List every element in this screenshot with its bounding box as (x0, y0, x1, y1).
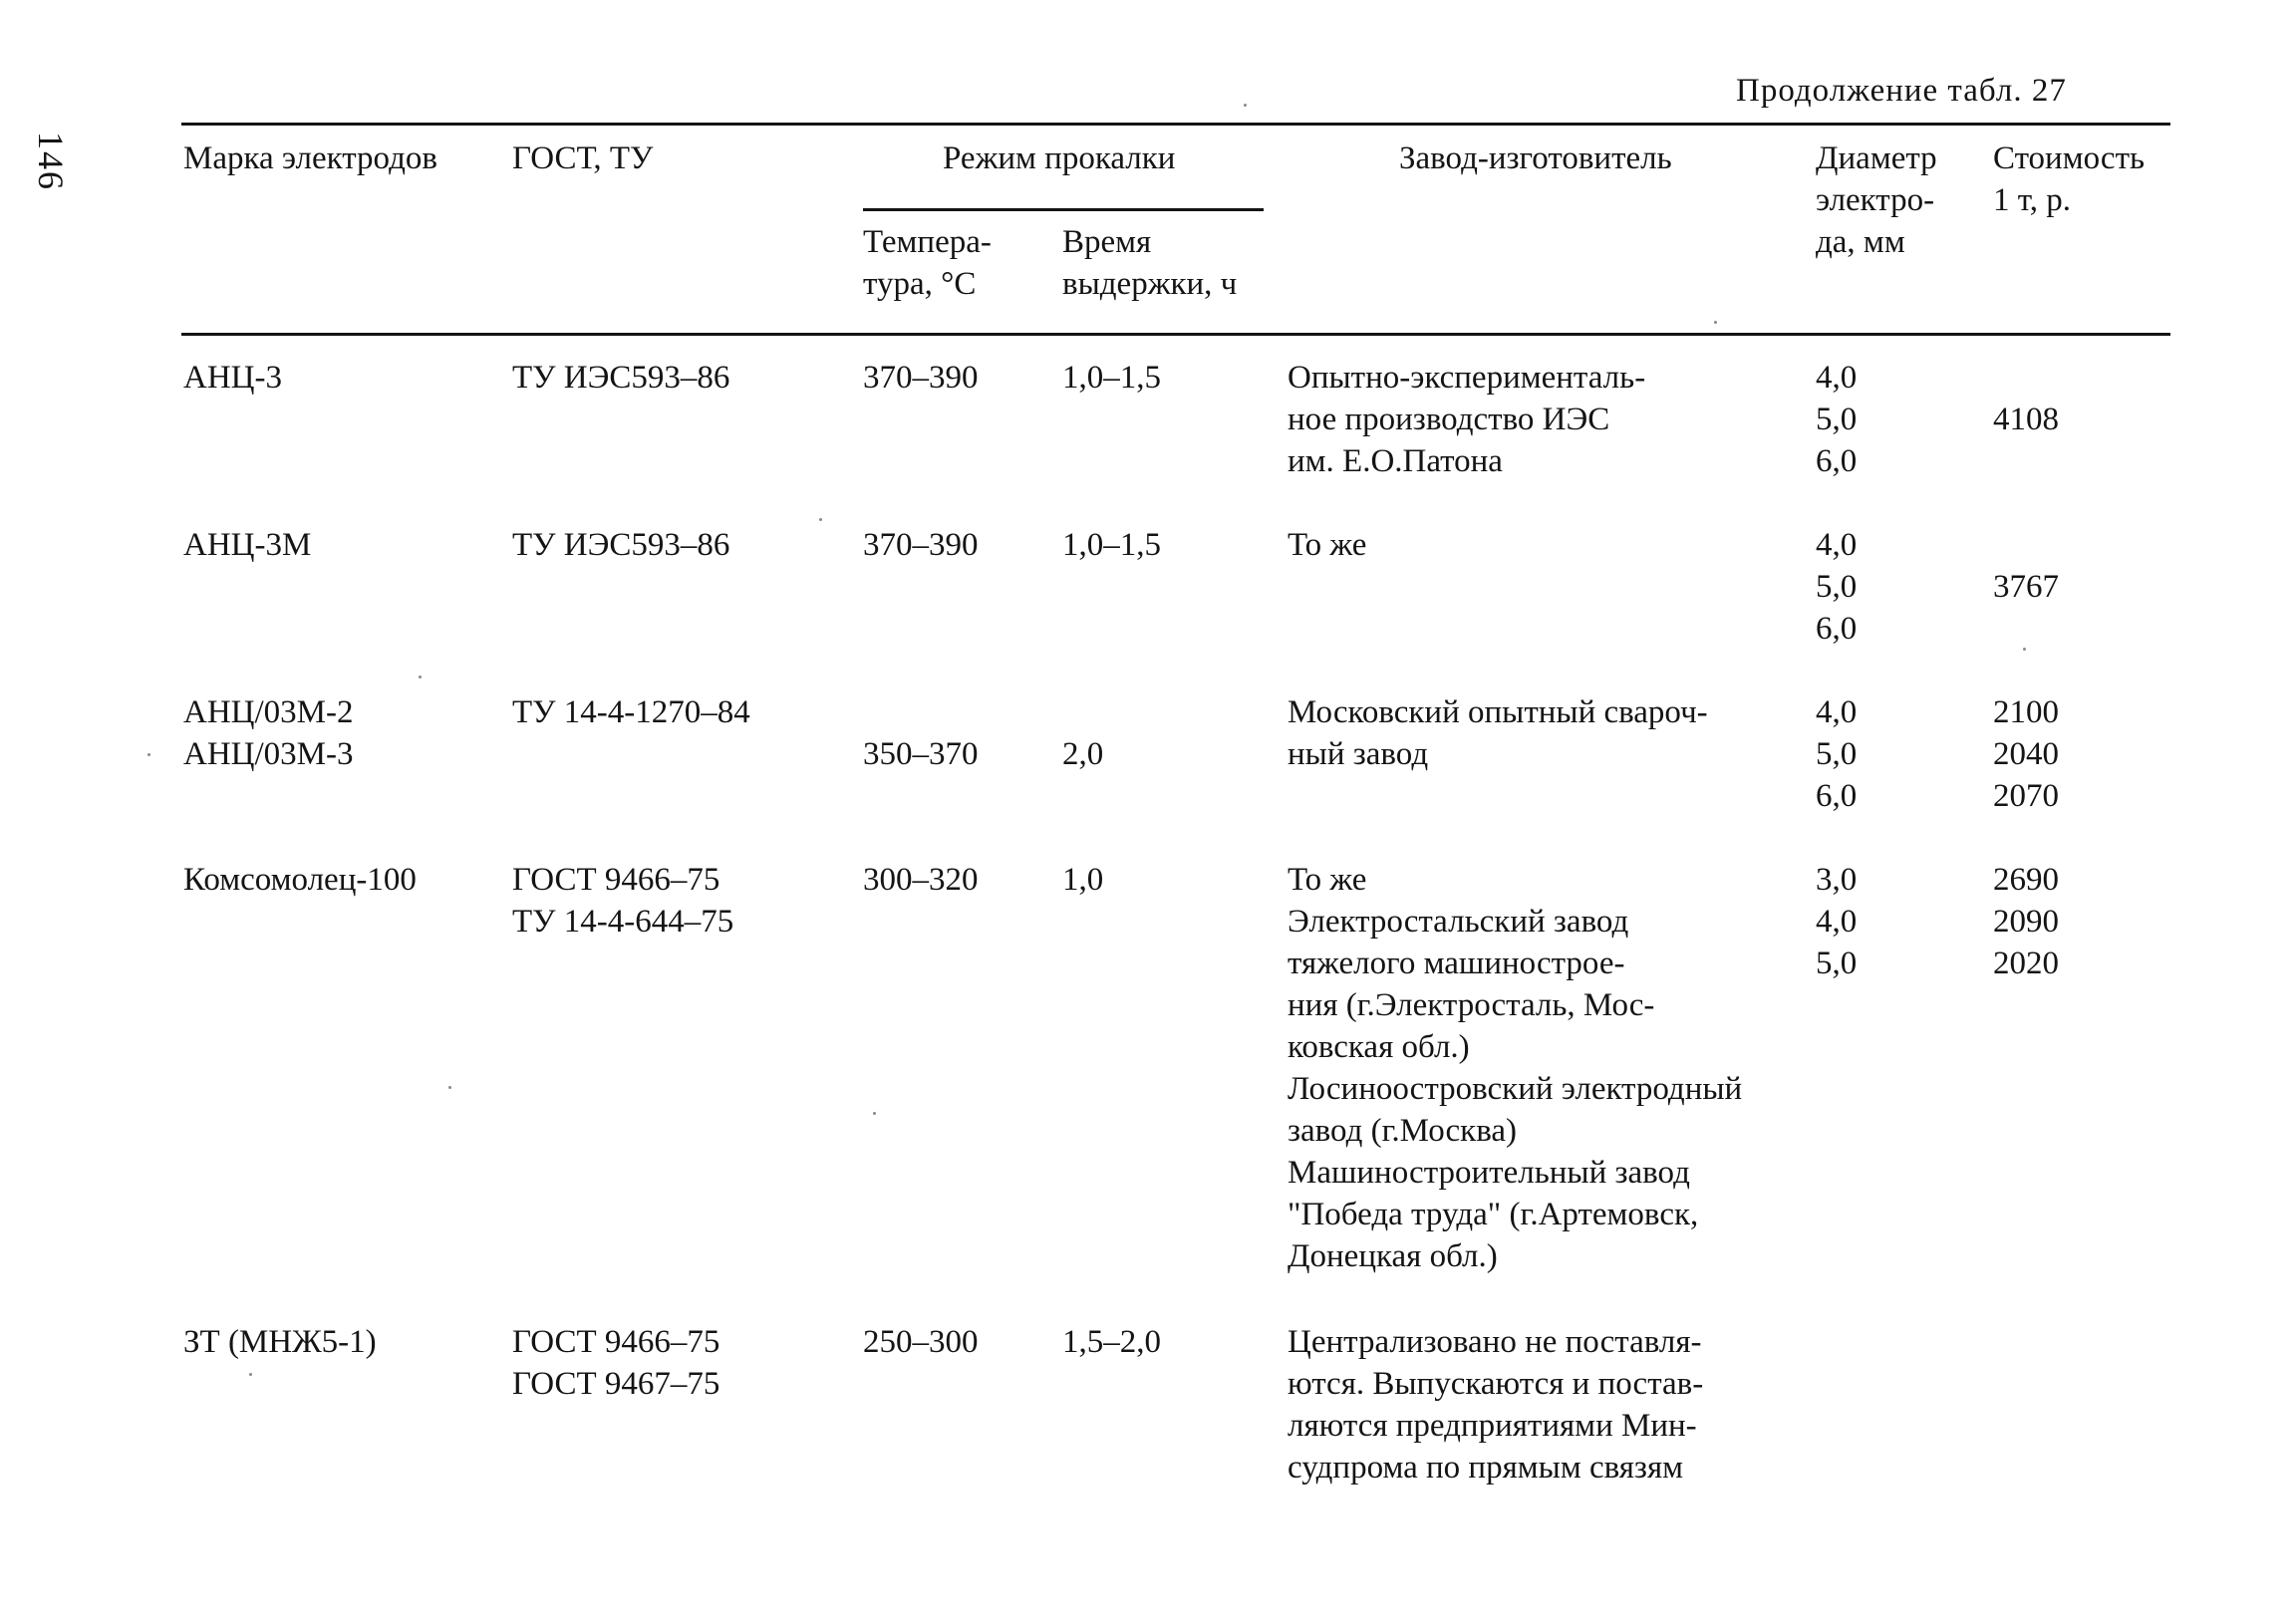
page-number: 146 (31, 132, 71, 191)
row-brand: Комсомолец-100 (183, 862, 417, 898)
row-diam: 4,0 (1816, 904, 1858, 940)
row-brand: АНЦ-3М (183, 527, 312, 563)
header-diam-line2: электро- (1816, 182, 1935, 218)
row-diam: 5,0 (1816, 736, 1858, 772)
row-plant-line: Лосиноостровский электродный (1288, 1071, 1743, 1107)
row-plant-line: То же (1288, 862, 1367, 898)
row-diam: 4,0 (1816, 360, 1858, 396)
header-cost-line1: Стоимость (1993, 140, 2146, 176)
row-cost: 4108 (1993, 402, 2059, 437)
row-plant-line: Опытно-эксперименталь- (1288, 360, 1646, 396)
header-time-line2: выдержки, ч (1062, 266, 1238, 302)
row-diam: 4,0 (1816, 694, 1858, 730)
row-diam: 3,0 (1816, 862, 1858, 898)
row-plant-line: ковская обл.) (1288, 1029, 1470, 1065)
header-cost-line2: 1 т, р. (1993, 182, 2071, 218)
scan-speck (448, 1086, 451, 1089)
continuation-caption: Продолжение табл. 27 (1736, 73, 2067, 109)
row-time: 1,0–1,5 (1062, 360, 1161, 396)
header-temp-line1: Темпера- (863, 224, 992, 260)
row-time: 1,5–2,0 (1062, 1324, 1161, 1360)
scan-speck (873, 1112, 876, 1115)
row-time: 1,0 (1062, 862, 1104, 898)
mode-subheader-rule (863, 208, 1264, 211)
row-cost: 2090 (1993, 904, 2059, 940)
row-plant-line: То же (1288, 527, 1367, 563)
row-plant-line: Московский опытный свароч- (1288, 694, 1708, 730)
header-brand: Марка электродов (183, 140, 437, 176)
header-diam-line3: да, мм (1816, 224, 1905, 260)
row-gost: ТУ 14-4-1270–84 (512, 694, 750, 730)
row-diam: 5,0 (1816, 946, 1858, 981)
scan-speck (1244, 104, 1247, 107)
row-gost: ТУ ИЭС593–86 (512, 360, 730, 396)
header-time-line1: Время (1062, 224, 1152, 260)
row-plant-line: им. Е.О.Патона (1288, 443, 1503, 479)
row-gost: ГОСТ 9466–75 (512, 862, 720, 898)
header-gost: ГОСТ, ТУ (512, 140, 654, 176)
scan-speck (147, 753, 150, 756)
row-plant-line: ются. Выпускаются и постав- (1288, 1366, 1704, 1402)
row-diam: 5,0 (1816, 402, 1858, 437)
row-brand: ЗТ (МНЖ5-1) (183, 1324, 377, 1360)
row-plant-line: Донецкая обл.) (1288, 1238, 1498, 1274)
row-plant-line: Машиностроительный завод (1288, 1155, 1690, 1191)
scan-speck (819, 518, 822, 521)
row-brand: АНЦ/03М-2 (183, 694, 354, 730)
row-plant-line: ляются предприятиями Мин- (1288, 1408, 1697, 1444)
row-temp: 350–370 (863, 736, 979, 772)
row-time: 2,0 (1062, 736, 1104, 772)
header-diam-line1: Диаметр (1816, 140, 1937, 176)
row-cost: 2020 (1993, 946, 2059, 981)
row-temp: 370–390 (863, 527, 979, 563)
row-diam: 6,0 (1816, 778, 1858, 814)
row-plant-line: Электростальский завод (1288, 904, 1629, 940)
row-gost: ГОСТ 9467–75 (512, 1366, 720, 1402)
row-cost: 3767 (1993, 569, 2059, 605)
row-plant-line: ный завод (1288, 736, 1429, 772)
row-cost: 2040 (1993, 736, 2059, 772)
scan-speck (1714, 321, 1717, 324)
row-brand: АНЦ/03М-3 (183, 736, 354, 772)
row-brand: АНЦ-3 (183, 360, 282, 396)
row-cost: 2100 (1993, 694, 2059, 730)
row-plant-line: судпрома по прямым связям (1288, 1450, 1684, 1486)
row-temp: 250–300 (863, 1324, 979, 1360)
row-plant-line: ния (г.Электросталь, Мос- (1288, 987, 1655, 1023)
row-temp: 370–390 (863, 360, 979, 396)
row-plant-line: тяжелого машинострое- (1288, 946, 1625, 981)
scan-speck (249, 1373, 252, 1376)
scan-speck (419, 676, 422, 678)
row-plant-line: завод (г.Москва) (1288, 1113, 1517, 1149)
row-temp: 300–320 (863, 862, 979, 898)
row-gost: ТУ 14-4-644–75 (512, 904, 734, 940)
row-gost: ТУ ИЭС593–86 (512, 527, 730, 563)
row-diam: 6,0 (1816, 611, 1858, 647)
header-temp-line2: тура, °С (863, 266, 977, 302)
header-plant: Завод-изготовитель (1399, 140, 1672, 176)
row-diam: 4,0 (1816, 527, 1858, 563)
row-gost: ГОСТ 9466–75 (512, 1324, 720, 1360)
header-mode: Режим прокалки (943, 140, 1176, 176)
table-top-rule (181, 123, 2170, 126)
row-cost: 2690 (1993, 862, 2059, 898)
row-cost: 2070 (1993, 778, 2059, 814)
row-diam: 6,0 (1816, 443, 1858, 479)
row-plant-line: "Победа труда" (г.Артемовск, (1288, 1197, 1699, 1232)
header-bottom-rule (181, 333, 2170, 336)
row-diam: 5,0 (1816, 569, 1858, 605)
scan-speck (2023, 648, 2026, 651)
row-plant-line: ное производство ИЭС (1288, 402, 1610, 437)
row-time: 1,0–1,5 (1062, 527, 1161, 563)
row-plant-line: Централизовано не поставля- (1288, 1324, 1702, 1360)
